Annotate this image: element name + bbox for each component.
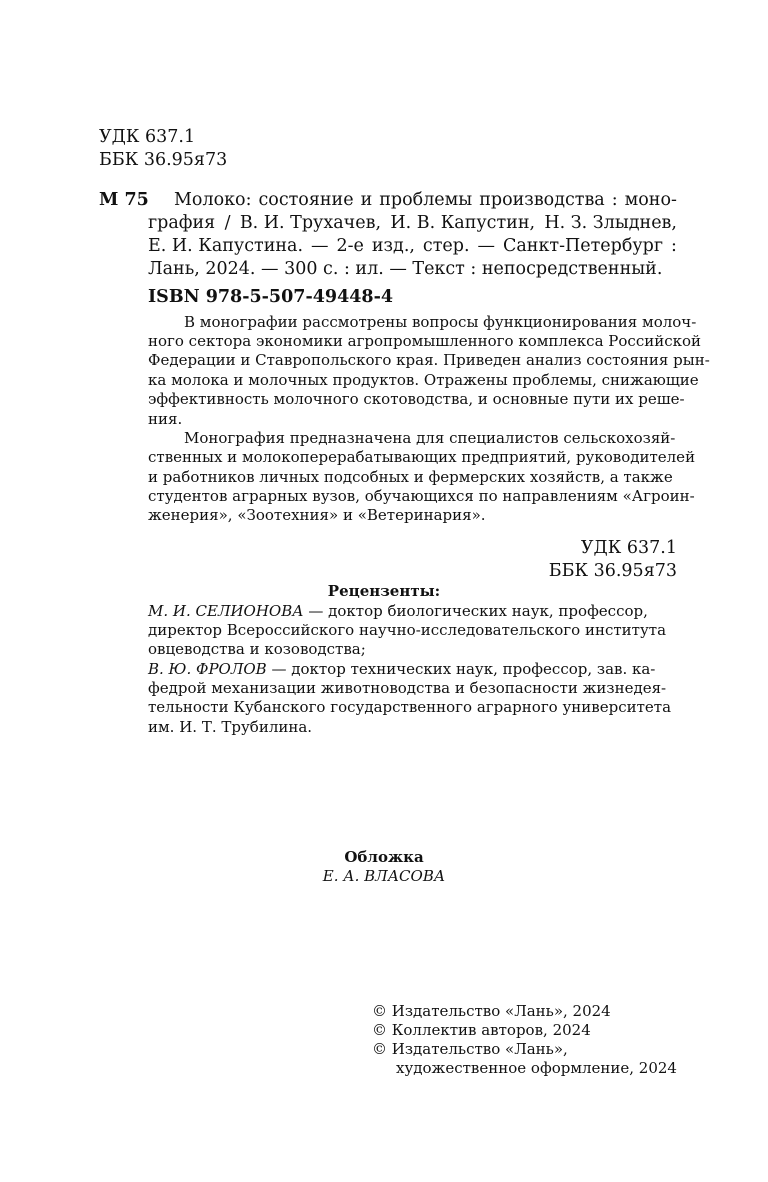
copyright-line: © Издательство «Лань», 2024 <box>372 1002 611 1020</box>
bbk-code-top: ББК 36.95я73 <box>99 150 228 170</box>
copyright-line: художественное оформление, 2024 <box>396 1059 677 1077</box>
abstract-p1-line: ния. <box>148 410 183 428</box>
abstract-p2-line: ственных и молокоперерабатывающих предприятий, руководителей <box>148 448 696 466</box>
udk-code-right: УДК 637.1 <box>580 538 677 558</box>
reviewer-2-line: федрой механизации животноводства и безопасности жизнедея- <box>148 679 667 697</box>
reviewer-1-line: овцеводства и козоводства; <box>148 640 366 658</box>
reviewer-2-line: им. И. Т. Трубилина. <box>148 718 313 736</box>
copyright-line: © Издательство «Лань», <box>372 1040 568 1058</box>
bbk-code-right: ББК 36.95я73 <box>548 561 677 581</box>
biblio-line-2: графия / В. И. Трухачев, И. В. Капустин, Н. З. Злыднев, <box>148 213 677 233</box>
reviewer-2-name: В. Ю. ФРОЛОВ <box>148 660 267 678</box>
udk-code-top: УДК 637.1 <box>99 127 196 147</box>
reviewer-1-name: М. И. СЕЛИОНОВА <box>148 602 304 620</box>
author-mark: М 75 <box>99 190 149 210</box>
abstract-p2-line: женерия», «Зоотехния» и «Ветеринария». <box>148 506 486 524</box>
biblio-line-3: Е. И. Капустина. — 2-е изд., стер. — Санкт-Петербург : <box>148 236 677 256</box>
abstract-p2-line: студентов аграрных вузов, обучающихся по направлениям «Агроин- <box>148 487 695 505</box>
copyright-icon: © <box>372 1021 387 1039</box>
biblio-line-4: Лань, 2024. — 300 с. : ил. — Текст : непосредственный. <box>148 259 663 279</box>
abstract-p1-line: Федерации и Ставропольского края. Приведен анализ состояния рын- <box>148 351 710 369</box>
copyright-icon: © <box>372 1040 387 1058</box>
reviewer-2-line: В. Ю. ФРОЛОВ — доктор технических наук, профессор, зав. ка- <box>148 660 656 678</box>
reviewer-1-line: директор Всероссийского научно-исследовательского института <box>148 621 667 639</box>
cover-designer: Е. А. ВЛАСОВА <box>322 867 446 885</box>
reviewer-1-line: М. И. СЕЛИОНОВА — доктор биологических наук, профессор, <box>148 602 648 620</box>
isbn: ISBN 978-5-507-49448-4 <box>148 287 394 307</box>
reviewer-2-line: тельности Кубанского государственного аграрного университета <box>148 698 672 716</box>
abstract-p2-line: и работников личных подсобных и фермерских хозяйств, а также <box>148 468 673 486</box>
cover-heading: Обложка <box>344 848 424 866</box>
biblio-line-1: Молоко: состояние и проблемы производства : моно- <box>174 190 677 210</box>
abstract-p1-line: эффективность молочного скотоводства, и основные пути их реше- <box>148 390 685 408</box>
abstract-p1-line: ка молока и молочных продуктов. Отражены проблемы, снижающие <box>148 371 699 389</box>
reviewers-heading: Рецензенты: <box>327 582 441 600</box>
abstract-p1-line: В монографии рассмотрены вопросы функционирования молоч- <box>184 313 697 331</box>
copyright-line: © Коллектив авторов, 2024 <box>372 1021 591 1039</box>
copyright-icon: © <box>372 1002 387 1020</box>
abstract-p1-line: ного сектора экономики агропромышленного комплекса Российской <box>148 332 702 350</box>
abstract-p2-line: Монография предназначена для специалистов сельскохозяй- <box>184 429 676 447</box>
